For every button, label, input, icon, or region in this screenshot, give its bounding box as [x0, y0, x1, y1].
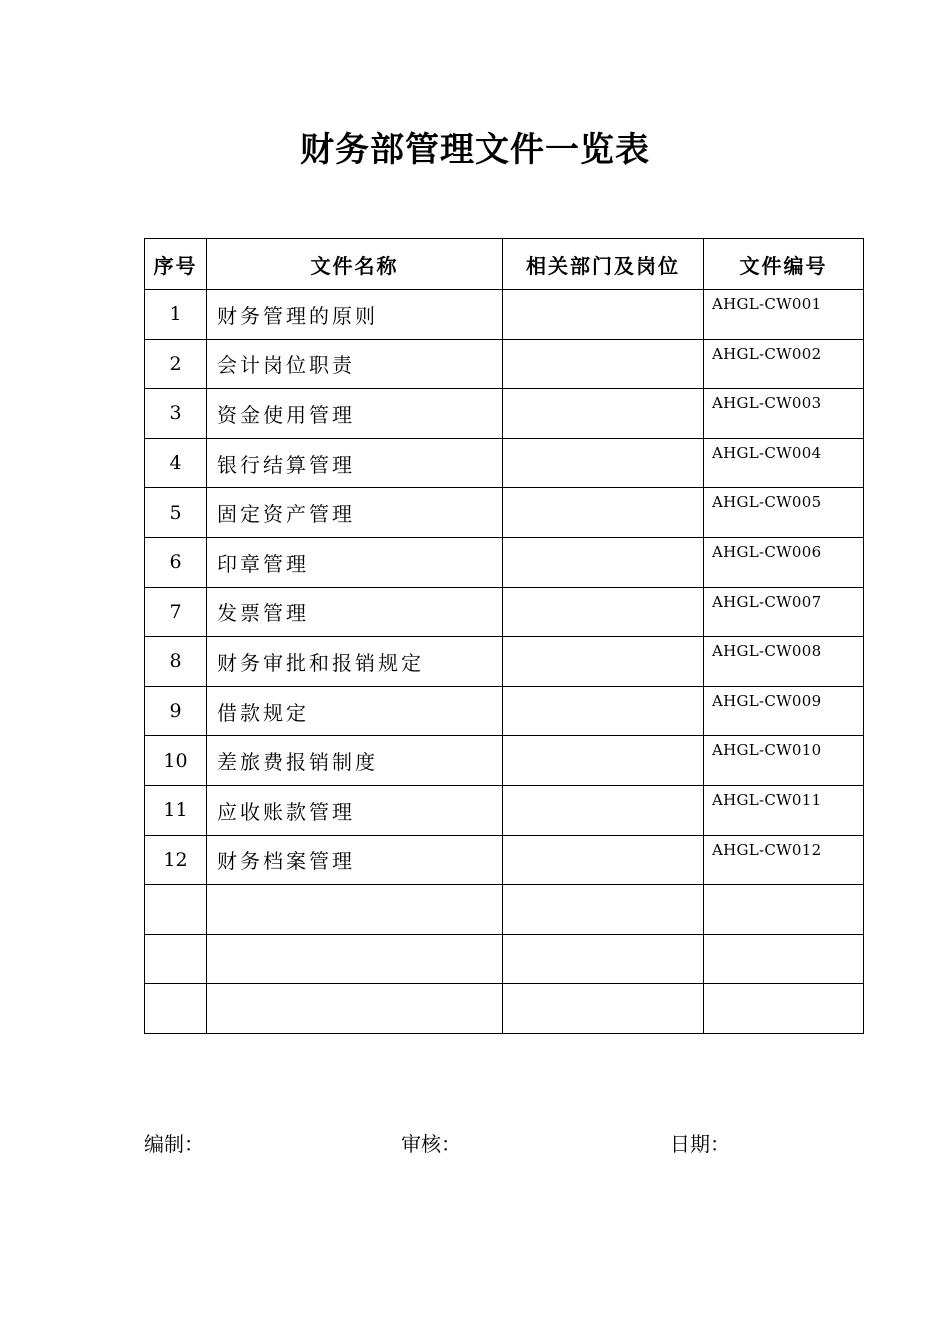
cell-dept	[503, 934, 704, 984]
cell-no: 4	[145, 438, 207, 488]
cell-dept	[503, 290, 704, 340]
table-row	[145, 736, 864, 786]
cell-code: AHGL-CW005	[704, 488, 864, 538]
cell-no: 8	[145, 637, 207, 687]
cell-dept	[503, 984, 704, 1034]
document-list-table	[144, 238, 864, 1034]
cell-name: 财务管理的原则	[207, 290, 503, 340]
cell-no: 3	[145, 389, 207, 439]
cell-name: 差旅费报销制度	[207, 736, 503, 786]
cell-name: 资金使用管理	[207, 389, 503, 439]
cell-name	[207, 984, 503, 1034]
signature-footer	[0, 1128, 950, 1158]
table-row	[145, 488, 864, 538]
cell-code: AHGL-CW012	[704, 835, 864, 885]
cell-code: AHGL-CW001	[704, 290, 864, 340]
table-row	[145, 637, 864, 687]
cell-dept	[503, 438, 704, 488]
table-row	[145, 934, 864, 984]
cell-no	[145, 885, 207, 935]
cell-code: AHGL-CW003	[704, 389, 864, 439]
table-row	[145, 438, 864, 488]
table-body	[145, 290, 864, 1034]
header-no: 序号	[145, 239, 207, 290]
cell-no: 10	[145, 736, 207, 786]
cell-no: 7	[145, 587, 207, 637]
cell-dept	[503, 785, 704, 835]
table-row	[145, 537, 864, 587]
cell-code	[704, 984, 864, 1034]
date-label: 日期：	[670, 1132, 730, 1156]
cell-no	[145, 934, 207, 984]
cell-code: AHGL-CW008	[704, 637, 864, 687]
header-dept: 相关部门及岗位	[503, 239, 704, 290]
table-row	[145, 835, 864, 885]
cell-no	[145, 984, 207, 1034]
cell-dept	[503, 637, 704, 687]
cell-code: AHGL-CW011	[704, 785, 864, 835]
cell-name	[207, 885, 503, 935]
table-row	[145, 984, 864, 1034]
cell-name: 借款规定	[207, 686, 503, 736]
cell-dept	[503, 488, 704, 538]
cell-name: 固定资产管理	[207, 488, 503, 538]
header-code: 文件编号	[704, 239, 864, 290]
cell-dept	[503, 339, 704, 389]
cell-dept	[503, 587, 704, 637]
reviewer-label: 审核：	[401, 1132, 461, 1156]
cell-code: AHGL-CW002	[704, 339, 864, 389]
cell-code	[704, 885, 864, 935]
table-row	[145, 389, 864, 439]
table-row	[145, 290, 864, 340]
cell-dept	[503, 835, 704, 885]
cell-name: 会计岗位职责	[207, 339, 503, 389]
table-row	[145, 885, 864, 935]
header-name: 文件名称	[207, 239, 503, 290]
page-title: 财务部管理文件一览表	[300, 130, 650, 170]
cell-code: AHGL-CW006	[704, 537, 864, 587]
table-row	[145, 686, 864, 736]
cell-name: 发票管理	[207, 587, 503, 637]
cell-dept	[503, 736, 704, 786]
table-row	[145, 785, 864, 835]
cell-dept	[503, 686, 704, 736]
cell-no: 11	[145, 785, 207, 835]
cell-code: AHGL-CW010	[704, 736, 864, 786]
cell-no: 2	[145, 339, 207, 389]
cell-no: 5	[145, 488, 207, 538]
table-row	[145, 339, 864, 389]
cell-name: 财务档案管理	[207, 835, 503, 885]
cell-name: 财务审批和报销规定	[207, 637, 503, 687]
cell-no: 9	[145, 686, 207, 736]
cell-no: 1	[145, 290, 207, 340]
cell-name: 应收账款管理	[207, 785, 503, 835]
cell-name: 银行结算管理	[207, 438, 503, 488]
cell-no: 12	[145, 835, 207, 885]
cell-dept	[503, 389, 704, 439]
cell-code: AHGL-CW007	[704, 587, 864, 637]
cell-name: 印章管理	[207, 537, 503, 587]
table-row	[145, 587, 864, 637]
editor-label: 编制：	[144, 1132, 204, 1156]
cell-code	[704, 934, 864, 984]
cell-code: AHGL-CW009	[704, 686, 864, 736]
table-header-row	[145, 239, 864, 290]
cell-code: AHGL-CW004	[704, 438, 864, 488]
cell-name	[207, 934, 503, 984]
cell-dept	[503, 885, 704, 935]
cell-dept	[503, 537, 704, 587]
cell-no: 6	[145, 537, 207, 587]
